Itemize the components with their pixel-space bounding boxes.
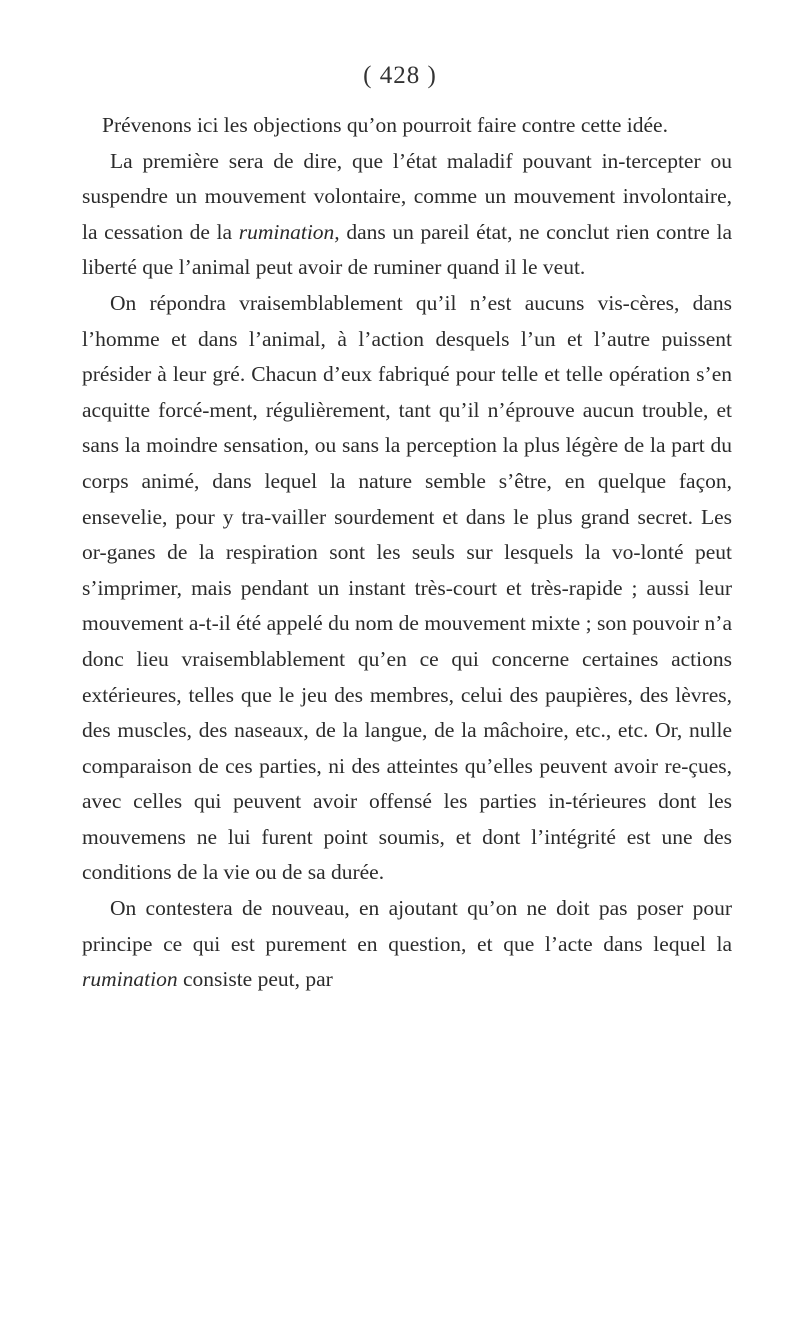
page-number: ( 428 ) [363,62,437,89]
paragraph [82,144,732,286]
italic-term: rumination, [238,219,340,244]
text-run: La première sera de dire, que l’état maladif pouvant in-tercepter ou suspendre un mouvement volontaire, comme un mouvement involontaire, la cessation de la [82,148,732,244]
text-run: Prévenons ici les objections qu’on pourroit faire contre cette idée. [102,113,668,137]
paragraph [82,286,732,891]
paragraph [82,108,732,144]
italic-term: rumination [82,967,178,992]
text-run: consiste peut, par [177,967,333,992]
paragraph [82,891,732,998]
text-run: On répondra vraisemblablement qu’il n’est aucuns vis-cères, dans l’homme et dans l’animal, à l’action desquels l’un et l’autre puissent présider à leur gré. Chacun d’eux fabriqué pour telle et telle opération s’en acquitte forcé-ment, régulièrement, tant qu’il n’éprouve aucun trouble, et sans la moindre sensation, ou sans la perception la plus légère de la part du corps animé, dans lequel la nature semble s’être, en quelque façon, ensevelie, pour y tra-vailler sourdement et dans le plus grand secret. Les or-ganes de la respiration sont les seuls sur lesquels la vo-lonté peut s’imprimer, mais pendant un instant très-court et très-rapide ; aussi leur mouvement a-t-il été appelé du nom de mouvement mixte ; son pouvoir n’a donc lieu vraisemblablement qu’en ce qui concerne certaines actions extérieures, telles que le jeu des membres, celui des paupières, des lèvres, des muscles, des naseaux, de la langue, de la mâchoire, etc., etc. Or, nulle comparaison de ces parties, ni des atteintes qu’elles peuvent avoir re-çues, avec celles qui peuvent avoir offensé les parties in-térieures dont les mouvemens ne lui furent point soumis, et dont l’intégrité est une des conditions de la vie ou de sa durée. [82,290,732,885]
text-run: On contestera de nouveau, en ajoutant qu’on ne doit pas poser pour principe ce qui est purement en question, et que l’acte dans lequel la [82,896,732,956]
body-text [82,108,732,998]
text-run: dans un pareil état, ne conclut rien contre la liberté que l’animal peut avoir de ruminer quand il le veut. [82,219,733,280]
